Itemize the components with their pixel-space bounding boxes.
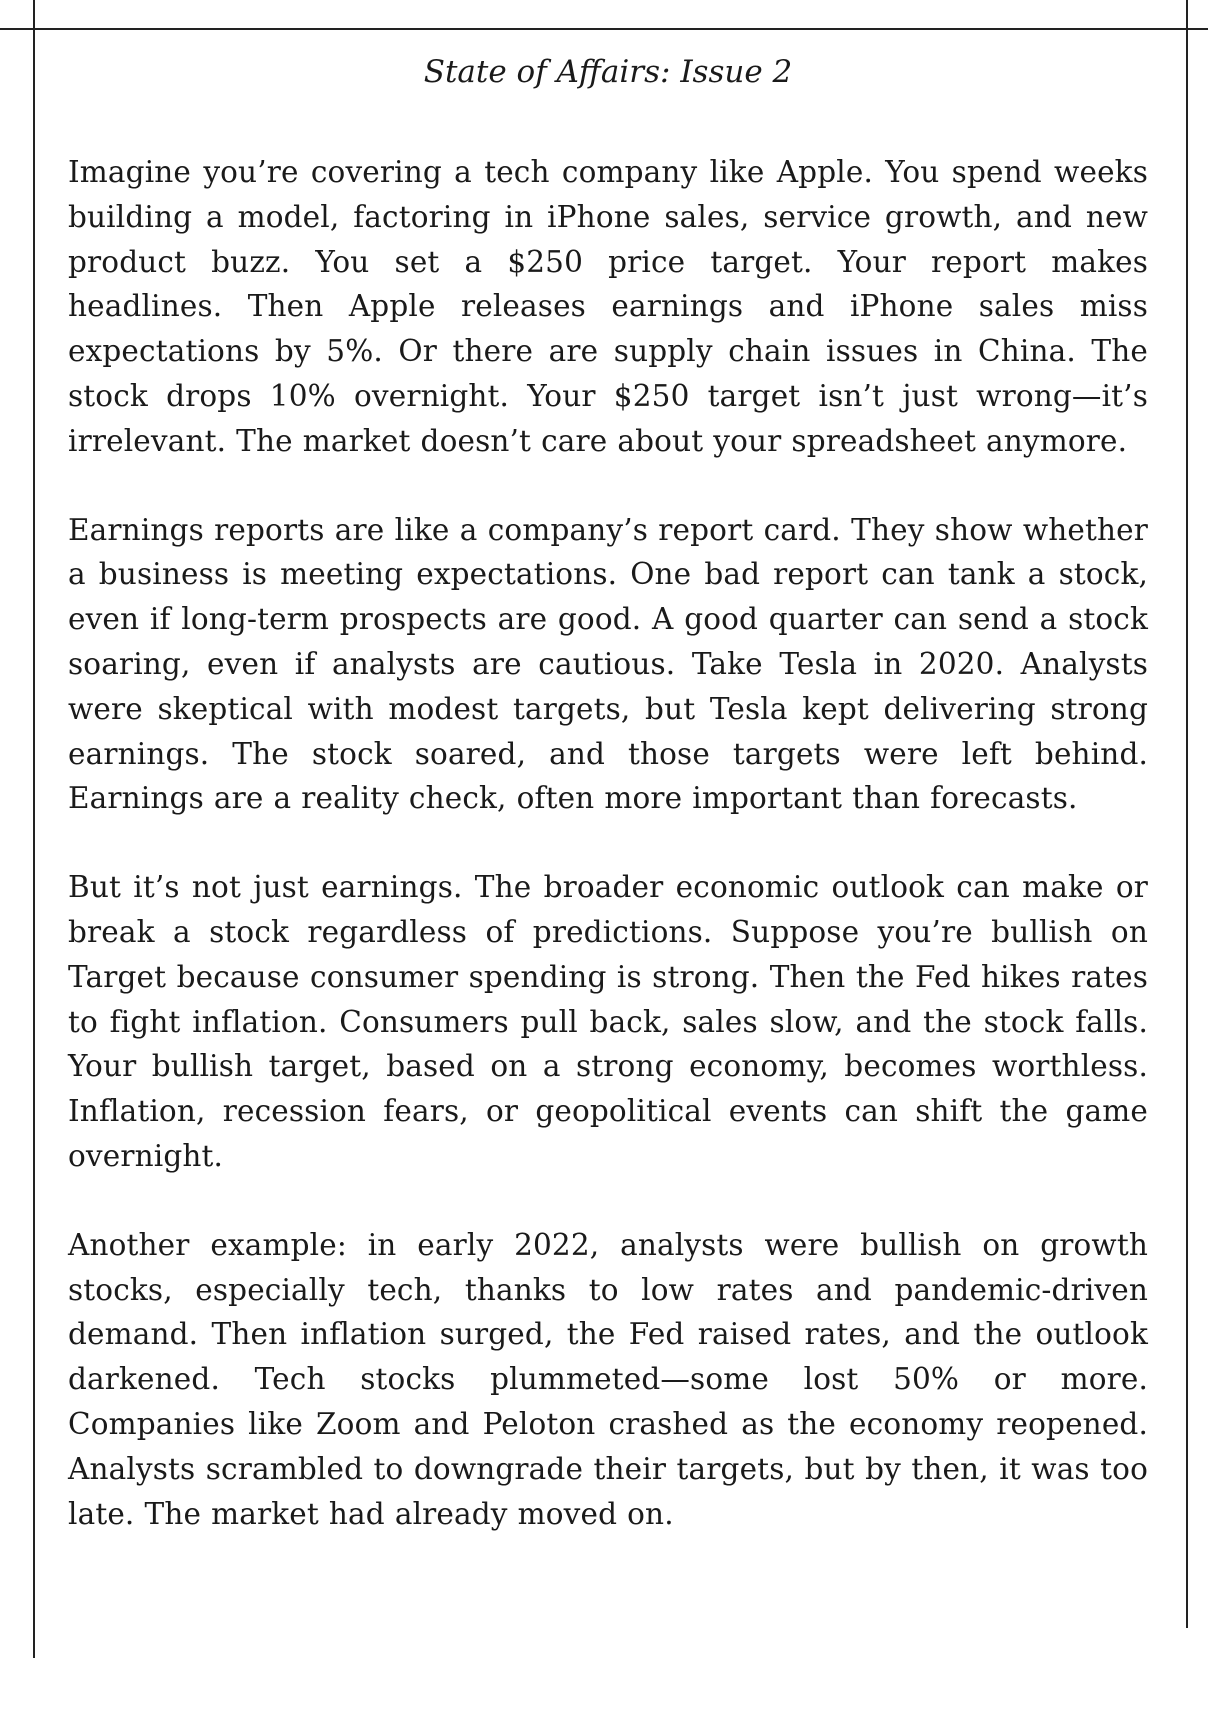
left-border-line: [33, 0, 35, 1658]
document-title: State of Affairs: Issue 2: [423, 54, 793, 90]
paragraph-1: Imagine you’re covering a tech company like Apple. You spend weeks building a model, factoring in iPhone sales, service growth, and new product buzz. You set a $250 price target. Your report makes headlines. Then Apple releases earnings and iPhone sales miss expectations by 5%. Or there are supply chain issues in China. The stock drops 10% overnight. Your $250 target isn’t just wrong—it’s irrelevant. The market doesn’t care about your spreadsheet anymore.: [68, 155, 1148, 458]
document-body: [68, 150, 1148, 1580]
paragraph-2: Earnings reports are like a company’s report card. They show whether a business is meeting expectations. One bad report can tank a stock, even if long-term prospects are good. A good quarter can send a stock soaring, even if analysts are cautious. Take Tesla in 2020. Analysts were skeptical with modest targets, but Tesla kept delivering strong earnings. The stock soared, and those targets were left behind. Earnings are a reality check, often more important than forecasts.: [68, 512, 1148, 816]
top-border-line: [0, 28, 1208, 30]
paragraph-3: But it’s not just earnings. The broader economic outlook can make or break a stock regardless of predictions. Suppose you’re bullish on Target because consumer spending is strong. Then the Fed hikes rates to fight inflation. Consumers pull back, sales slow, and the stock falls. Your bullish target, based on a strong economy, becomes worthless. Inflation, recession fears, or geopolitical events can shift the game overnight.: [68, 870, 1148, 1173]
right-border-line: [1186, 0, 1188, 1628]
paragraph-4: Another example: in early 2022, analysts were bullish on growth stocks, especially tech, thanks to low rates and pandemic-driven demand. Then inflation surged, the Fed raised rates, and the outlook darkened. Tech stocks plummeted—some lost 50% or more. Companies like Zoom and Peloton crashed as the economy reopened. Analysts scrambled to downgrade their targets, but by then, it was too late. The market had already moved on.: [68, 1227, 1148, 1531]
